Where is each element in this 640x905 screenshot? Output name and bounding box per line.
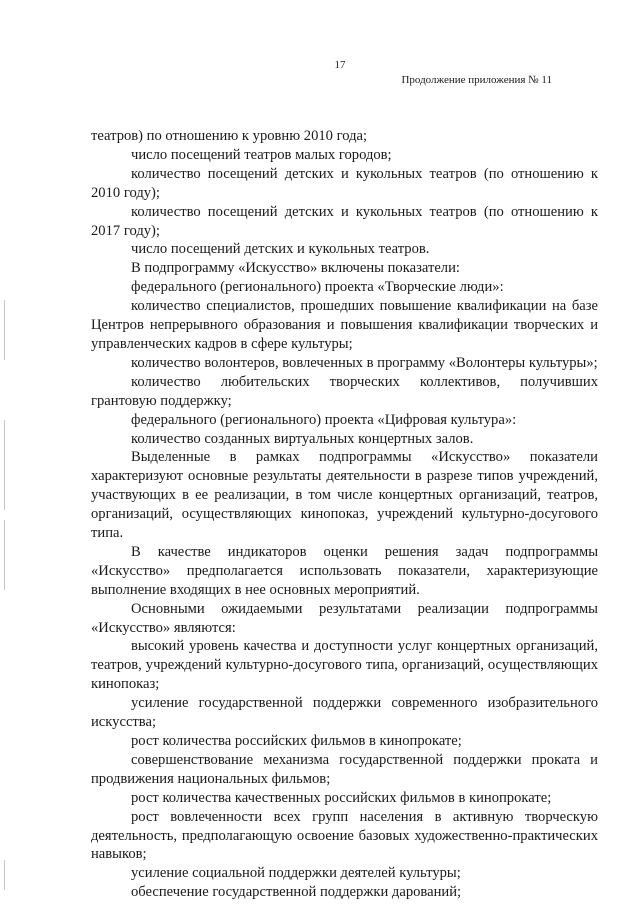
page-number: 17 bbox=[334, 59, 346, 71]
paragraph: федерального (регионального) проекта «Цифровая культура»: bbox=[131, 411, 517, 428]
document-body bbox=[91, 127, 598, 902]
paragraph: число посещений театров малых городов; bbox=[131, 146, 392, 163]
paragraph: количество волонтеров, вовлеченных в программу «Волонтеры культуры»; bbox=[131, 354, 598, 371]
left-margin-mark bbox=[4, 520, 5, 590]
paragraph: количество специалистов, прошедших повышение квалификации на базе Центров непрерывного образования и повышения квалификации творческих и управленческих кадров в сфере культуры; bbox=[91, 298, 598, 352]
paragraph: Основными ожидаемыми результатами реализации подпрограммы «Искусство» являются: bbox=[91, 600, 598, 636]
paragraph: количество созданных виртуальных концертных залов. bbox=[131, 430, 474, 447]
left-margin-mark bbox=[4, 300, 5, 360]
paragraph: усиление социальной поддержки деятелей культуры; bbox=[131, 865, 461, 882]
paragraph: количество любительских творческих коллективов, получивших грантовую поддержку; bbox=[91, 373, 598, 409]
paragraph: совершенствование механизма государственной поддержки проката и продвижения национальных фильмов; bbox=[91, 751, 598, 787]
paragraph: высокий уровень качества и доступности услуг концертных организаций, театров, учреждений культурно-досугового типа, организаций, осуществляющих кинопоказ; bbox=[91, 638, 598, 693]
paragraph: федерального (регионального) проекта «Творческие люди»: bbox=[131, 279, 504, 296]
paragraph: количество посещений детских и кукольных театров (по отношению к 2017 году); bbox=[91, 203, 598, 239]
left-margin-mark bbox=[4, 420, 5, 510]
paragraph: число посещений детских и кукольных театров. bbox=[131, 241, 430, 258]
paragraph: рост вовлеченности всех групп населения в активную творческую деятельность, предполагающую освоение базовых художественно-практических навыков; bbox=[91, 808, 598, 863]
paragraph: обеспечение государственной поддержки дарований; bbox=[131, 884, 462, 901]
paragraph: рост количества качественных российских фильмов в кинопрокате; bbox=[131, 789, 552, 806]
paragraph: театров) по отношению к уровню 2010 года; bbox=[91, 128, 368, 144]
paragraph: рост количества российских фильмов в кинопрокате; bbox=[131, 733, 462, 749]
left-margin-mark bbox=[4, 860, 5, 890]
paragraph: Выделенные в рамках подпрограммы «Искусство» показатели характеризуют основные результаты деятельности в разрезе типов учреждений, участвующих в ее реализации, в том числе концертных организаций, театров, организаций, осуществляющих кинопоказ, учреждений культурно-досугового типа. bbox=[91, 449, 598, 542]
paragraph: усиление государственной поддержки современного изобразительного искусства; bbox=[91, 695, 598, 731]
paragraph: В качестве индикаторов оценки решения задач подпрограммы «Искусство» предполагается использовать показатели, характеризующие выполнение входящих в нее основных мероприятий. bbox=[91, 543, 598, 598]
paragraph: количество посещений детских и кукольных театров (по отношению к 2010 году); bbox=[91, 165, 598, 201]
appendix-continuation-label: Продолжение приложения № 11 bbox=[401, 74, 552, 86]
paragraph: В подпрограмму «Искусство» включены показатели: bbox=[131, 260, 460, 277]
